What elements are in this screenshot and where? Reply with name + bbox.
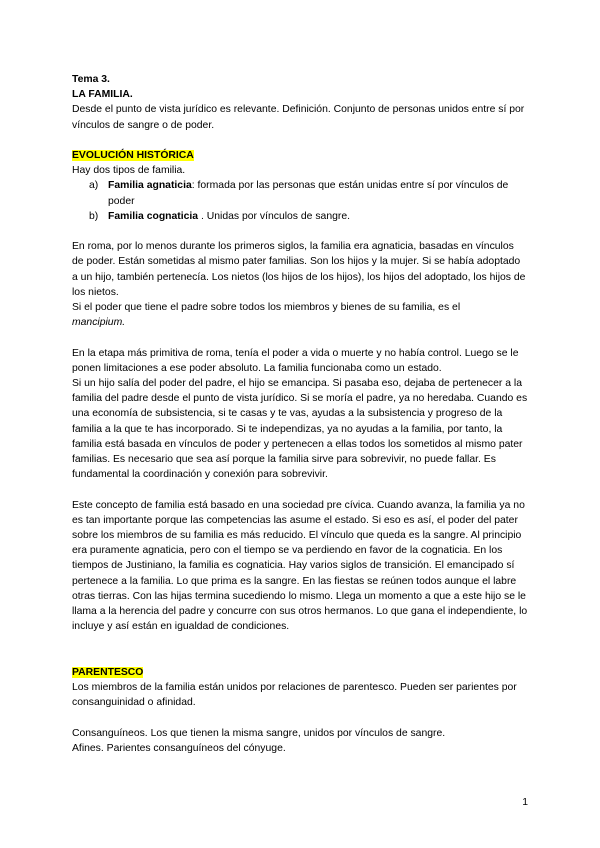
spacer [72, 650, 528, 665]
evolucion-lead: Hay dos tipos de familia. [72, 165, 186, 177]
paragraph-roma: En roma, por lo menos durante los primeros siglos, la familia era agnaticia, basadas en vínculos de poder. Están sometidas al mismo pater familias. Son los hijos y la mujer. Si se había adoptado a un hijo, también pertenecía. Los nietos (los hijos de los hijos), los hijos del adoptado, los hijos de los nietos. [72, 241, 526, 298]
spacer [72, 224, 528, 239]
paragraph-emancipa: Si un hijo salía del poder del padre, el hijo se emancipa. Si pasaba eso, dejaba de pertenecer a la familia del padre desde el punto de vista jurídico. Si se moría el padre, ya no heredaba. Cuando es una economía de subsistencia, si te casas y te vas, ayudas a la subsistencia y progreso de la familia a la que te has incorporado. Si te independizas, ya no ayudas a la familia, por tanto, la familia está basada en vínculos de poder y pertenecen a ellas todos los sometidos al mismo pater familias. Es necesario que sea así porque la familia sirve para sobrevivir, no puede fallar. Es fundamental la coordinación y conexión para sobrevivir. [72, 378, 528, 481]
paragraph-afines: Afines. Parientes consanguíneos del cónyuge. [72, 742, 286, 754]
list-marker: b) [89, 210, 99, 222]
spacer [72, 482, 528, 497]
spacer [72, 133, 528, 148]
list-marker: a) [89, 180, 99, 192]
highlighted-heading: EVOLUCIÓN HISTÓRICA [72, 150, 194, 161]
list-item [72, 178, 528, 208]
paragraph-consanguineos: Consanguíneos. Los que tienen la misma sangre, unidos por vínculos de sangre. [72, 727, 446, 739]
page-number: 1 [522, 797, 528, 808]
paragraph-primitiva: En la etapa más primitiva de roma, tenía el poder a vida o muerte y no había control. Luego se le ponen limitaciones a ese poder absoluto. La familia funcionaba como un estado. [72, 347, 519, 374]
paragraph-parentesco: Los miembros de la familia están unidos por relaciones de parentesco. Pueden ser parientes por consanguinidad o afinidad. [72, 682, 517, 709]
paragraph-concepto: Este concepto de familia está basado en una sociedad pre cívica. Cuando avanza, la familia ya no es tan importante porque las competencias las asume el estado. Si eso es así, el poder del pater sobre los miembros de su familia es más reducido. El vínculo que queda es la sangre. Al principio era puramente agnaticia, pero con el tiempo se va perdiendo en favor de la cognaticia. En los tiempos de Justiniano, la familia es cognaticia. Hay varios siglos de transición. El emancipado sí pertenece a la familia. Lo que prima es la sangre. En las fiestas se reúnen todos aunque el labre otras tierras. Con las hijas termina sucediendo lo mismo. Llega un momento a que a este hijo se le llama a la herencia del padre y concurre con sus otros hermanos. Lo que gana el independiente, lo incluye y así están en igualdad de condiciones. [72, 499, 528, 633]
mancipium-term: mancipium. [72, 317, 126, 329]
list-term: Familia cognaticia [108, 210, 199, 222]
topic-number: Tema 3. [72, 74, 110, 85]
spacer [72, 330, 528, 345]
list-term: Familia agnaticia [108, 180, 192, 192]
highlighted-heading: PARENTESCO [72, 666, 144, 678]
spacer [72, 710, 528, 725]
spacer [72, 634, 528, 649]
mancipium-text: Si el poder que tiene el padre sobre todos los miembros y bienes de su familia, es el [72, 302, 461, 314]
intro-paragraph: Desde el punto de vista jurídico es relevante. Definición. Conjunto de personas unidos entre sí por vínculos de sangre o de poder. [72, 104, 525, 131]
paragraph-mancipium [72, 300, 528, 330]
document-page [72, 72, 528, 756]
family-types-list [72, 178, 528, 224]
list-text: : formada por las personas que están unidas entre sí por vínculos de poder [108, 180, 509, 207]
list-text: . Unidas por vínculos de sangre. [198, 210, 350, 222]
section-heading-evolucion [72, 148, 528, 163]
section-heading-parentesco [72, 665, 528, 680]
list-item [72, 209, 528, 224]
document-title: LA FAMILIA. [72, 89, 133, 101]
